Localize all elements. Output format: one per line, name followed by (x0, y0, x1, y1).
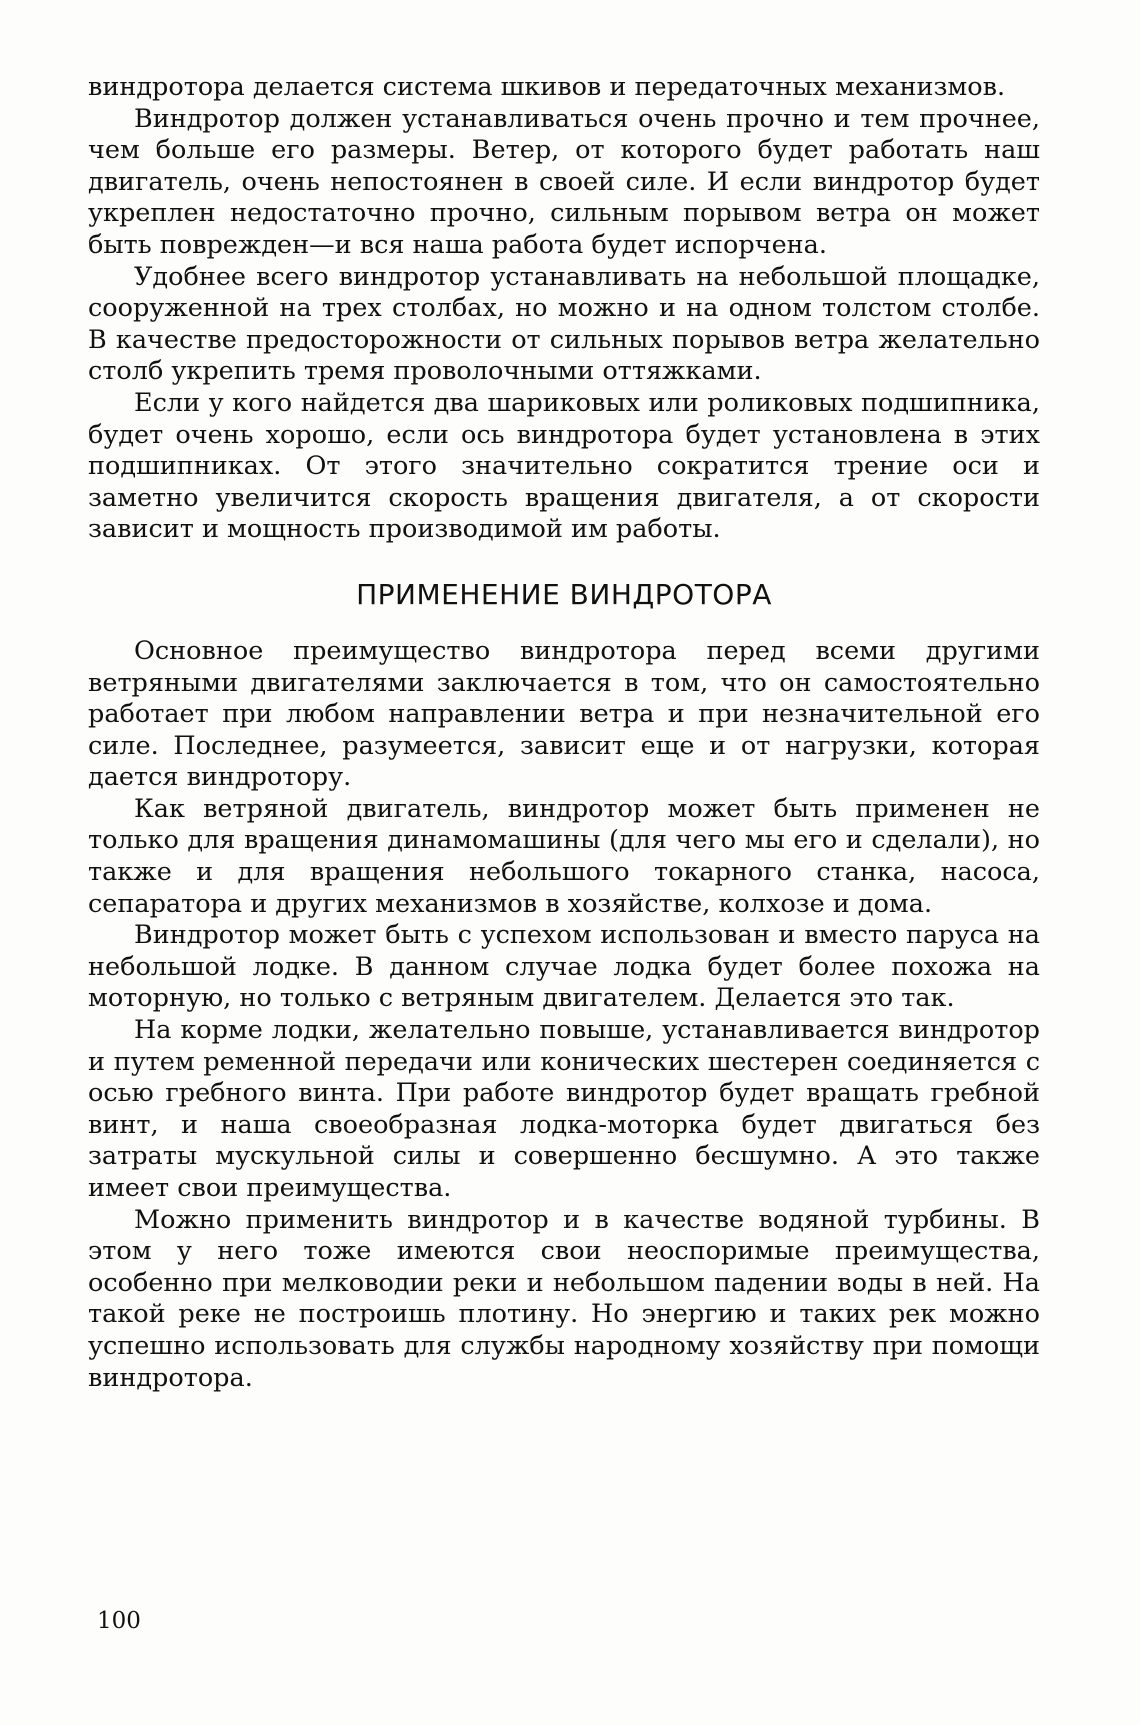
paragraph-uses: Как ветряной двигатель, виндротор может быть применен не только для вращения динамомашины (для чего мы его и сделали), но также и для вращения небольшого токарного станка, насоса, сепаратора и других механизмов в хозяйстве, колхозе и дома. (88, 793, 1040, 919)
paragraph-continued: виндротора делается система шкивов и передаточных механизмов. (88, 72, 1006, 102)
page-number: 100 (97, 1608, 141, 1634)
paragraph-advantage: Основное преимущество виндротора перед всеми другими ветряными двигателями заключается в том, что он самостоятельно работает при любом направлении ветра и при незначительной его силе. Последнее, разумеется, зависит еще и от нагрузки, которая дается виндротору. (88, 635, 1040, 793)
section-heading: ПРИМЕНЕНИЕ ВИНДРОТОРА (356, 577, 772, 611)
page-body (88, 72, 1040, 1394)
paragraph-bearings: Если у кого найдется два шариковых или роликовых подшипника, будет очень хорошо, если ось виндротора будет установлена в этих подшипниках. От этого значительно сократится трение оси и заметно увеличится скорость вращения двигателя, а от скорости зависит и мощность производимой им работы. (88, 387, 1040, 545)
paragraph-boat: Виндротор может быть с успехом использован и вместо паруса на небольшой лодке. В данном случае лодка будет более похожа на моторную, но только с ветряным двигателем. Делается это так. (88, 920, 1040, 1014)
paragraph-mounting: Виндротор должен устанавливаться очень прочно и тем прочнее, чем больше его размеры. Ветер, от которого будет работать наш двигатель, очень непостоянен в своей силе. И если виндротор будет укреплен недостаточно прочно, сильным порывом ветра он может быть поврежден—и вся наша работа будет испорчена. (88, 103, 1040, 260)
paragraph-platform: Удобнее всего виндротор устанавливать на небольшой площадке, сооруженной на трех столбах, но можно и на одном толстом столбе. В качестве предосторожности от сильных порывов ветра желательно столб укрепить тремя проволочными оттяжками. (88, 261, 1040, 387)
paragraph-stern: На корме лодки, желательно повыше, устанавливается виндротор и путем ременной передачи или конических шестерен соединяется с осью гребного винта. При работе виндротор будет вращать гребной винт, и наша своеобразная лодка-моторка будет двигаться без затраты мускульной силы и совершенно бесшумно. А это также имеет свои преимущества. (88, 1015, 1040, 1203)
paragraph-turbine: Можно применить виндротор и в качестве водяной турбины. В этом у него тоже имеются свои неоспоримые преимущества, особенно при мелководии реки и небольшом падении воды в ней. На такой реке не построишь плотину. Но энергию и таких рек можно успешно использовать для службы народному хозяйству при помощи виндротора. (88, 1204, 1040, 1393)
